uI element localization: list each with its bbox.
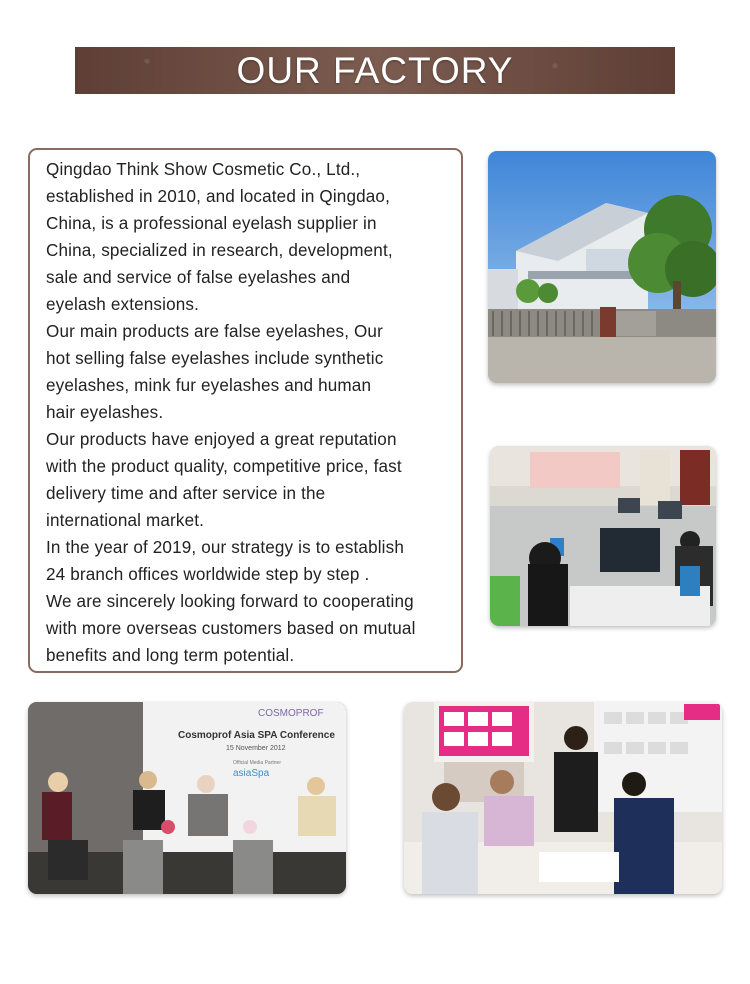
description-paragraph: We are sincerely looking forward to cooperating with more overseas customers based on mutual benefits and long term potential. — [46, 592, 416, 665]
company-description-box — [28, 148, 463, 673]
conference-partner-label: Official Media Partner — [233, 760, 281, 766]
office-photo — [490, 446, 716, 626]
description-paragraph: Qingdao Think Show Cosmetic Co., Ltd., established in 2010, and located in Qingdao, China, is a professional eyelash supplier in China, specialized in research, development, sale and service of false eyelashes and eyelash extensions. — [46, 160, 393, 314]
conference-brand: COSMOPROF — [258, 708, 324, 719]
description-paragraph: Our main products are false eyelashes, Our hot selling false eyelashes include synthetic eyelashes, mink fur eyelashes and human hair eyelashes. — [46, 322, 384, 422]
conference-title: Cosmoprof Asia SPA Conference — [178, 730, 335, 741]
page-title: OUR FACTORY — [236, 49, 514, 91]
conference-partner: asiaSpa — [233, 768, 270, 779]
description-paragraph: In the year of 2019, our strategy is to establish 24 branch offices worldwide step by step . — [46, 538, 404, 584]
conference-photo — [28, 702, 346, 894]
description-paragraph: Our products have enjoyed a great reputation with the product quality, competitive price, fast delivery time and after service in the international market. — [46, 430, 402, 530]
conference-date: 15 November 2012 — [226, 745, 286, 752]
factory-exterior-photo — [488, 151, 716, 383]
trade-show-booth-photo — [404, 702, 722, 894]
page-header-banner — [75, 47, 675, 94]
